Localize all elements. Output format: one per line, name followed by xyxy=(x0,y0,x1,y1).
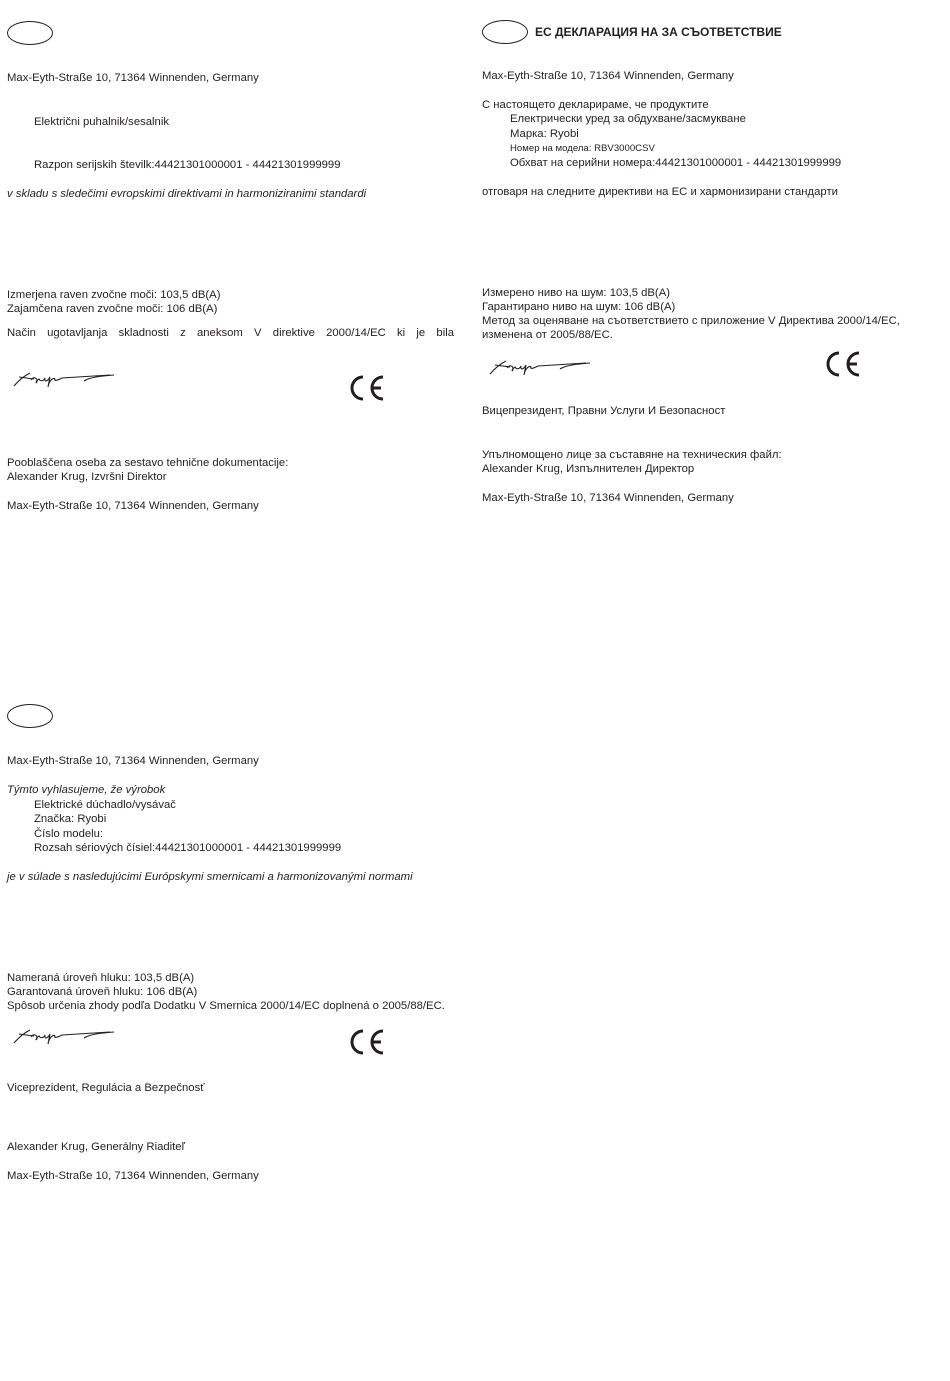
declaration-title: ЕС ДЕКЛАРАЦИЯ НА ЗА СЪОТВЕТСТВИЕ xyxy=(535,25,782,39)
conformity-statement: v skladu s sledečimi evropskimi direktivami in harmoniziranimi standardi xyxy=(7,188,367,200)
noise-measured: Izmerjena raven zvočne moči: 103,5 dB(A) xyxy=(7,289,221,301)
authorized-person-name: Alexander Krug, Изпълнителен Директор xyxy=(482,463,695,475)
ce-mark-icon xyxy=(822,348,862,380)
conformity-statement: je v súlade s nasledujúcimi Európskymi smernicami a harmonizovanými normami xyxy=(7,871,413,883)
language-badge-oval xyxy=(482,20,528,44)
noise-guaranteed: Гарантирано ниво на шум: 106 dB(A) xyxy=(482,301,676,313)
noise-measured: Nameraná úroveň hluku: 103,5 dB(A) xyxy=(7,972,195,984)
noise-measured: Измерено ниво на шум: 103,5 dB(A) xyxy=(482,287,670,299)
authorized-person-label: Pooblaščena oseba za sestavo tehnične dokumentacije: xyxy=(7,457,289,469)
product-description: Електрически уред за обдухване/засмукване xyxy=(510,113,746,125)
declaration-intro: С настоящето декларираме, че продуктите xyxy=(482,99,709,111)
authorized-person-name: Alexander Krug, Generálny Riaditeľ xyxy=(7,1141,185,1153)
serial-range: Rozsah sériových čísiel:44421301000001 - 44421301999999 xyxy=(34,842,342,854)
noise-guaranteed: Garantovaná úroveň hluku: 106 dB(A) xyxy=(7,986,198,998)
product-description: Elektrické dúchadlo/vysávač xyxy=(34,799,176,811)
conformity-method: Метод за оценяване на съответствието с приложение V Директива 2000/14/EC, xyxy=(482,315,900,327)
product-description: Električni puhalnik/sesalnik xyxy=(34,116,170,128)
manufacturer-address: Max-Eyth-Straße 10, 71364 Winnenden, Germany xyxy=(482,492,734,504)
conformity-method: Spôsob určenia zhody podľa Dodatku V Smernica 2000/14/EC doplnená o 2005/88/EC. xyxy=(7,1000,445,1012)
noise-guaranteed: Zajamčena raven zvočne moči: 106 dB(A) xyxy=(7,303,218,315)
product-brand: Марка: Ryobi xyxy=(510,128,579,140)
signature xyxy=(486,357,596,379)
manufacturer-address: Max-Eyth-Straße 10, 71364 Winnenden, Germany xyxy=(7,72,259,84)
manufacturer-address: Max-Eyth-Straße 10, 71364 Winnenden, Germany xyxy=(7,500,259,512)
serial-range: Обхват на серийни номера:44421301000001 - 44421301999999 xyxy=(510,157,842,169)
vice-president-title: Вицепрезидент, Правни Услуги И Безопасност xyxy=(482,405,726,417)
language-badge-oval xyxy=(7,704,53,728)
conformity-method-continued: изменена от 2005/88/EC. xyxy=(482,329,613,341)
signature xyxy=(10,369,120,391)
product-brand: Značka: Ryobi xyxy=(34,813,107,825)
serial-range: Razpon serijskih številk:44421301000001 - 44421301999999 xyxy=(34,159,341,171)
ce-mark-icon xyxy=(346,372,386,404)
conformity-statement: отговаря на следните директиви на ЕС и хармонизирани стандарти xyxy=(482,186,838,198)
product-model: Номер на модела: RBV3000CSV xyxy=(510,143,655,154)
vice-president-title: Viceprezident, Regulácia a Bezpečnosť xyxy=(7,1082,205,1094)
signature xyxy=(10,1026,120,1048)
manufacturer-address: Max-Eyth-Straße 10, 71364 Winnenden, Germany xyxy=(482,70,734,82)
authorized-person-label: Упълномощено лице за съставяне на техническия файл: xyxy=(482,449,782,461)
authorized-person-name: Alexander Krug, Izvršni Direktor xyxy=(7,471,167,483)
declaration-intro: Týmto vyhlasujeme, že výrobok xyxy=(7,784,166,796)
language-badge-oval xyxy=(7,21,53,45)
ce-mark-icon xyxy=(346,1026,386,1058)
product-model: Číslo modelu: xyxy=(34,828,104,840)
manufacturer-address: Max-Eyth-Straße 10, 71364 Winnenden, Germany xyxy=(7,755,259,767)
manufacturer-address: Max-Eyth-Straße 10, 71364 Winnenden, Germany xyxy=(7,1170,259,1182)
conformity-method: Način ugotavljanja skladnosti z aneksom V direktive 2000/14/EC ki je bila xyxy=(7,327,454,340)
